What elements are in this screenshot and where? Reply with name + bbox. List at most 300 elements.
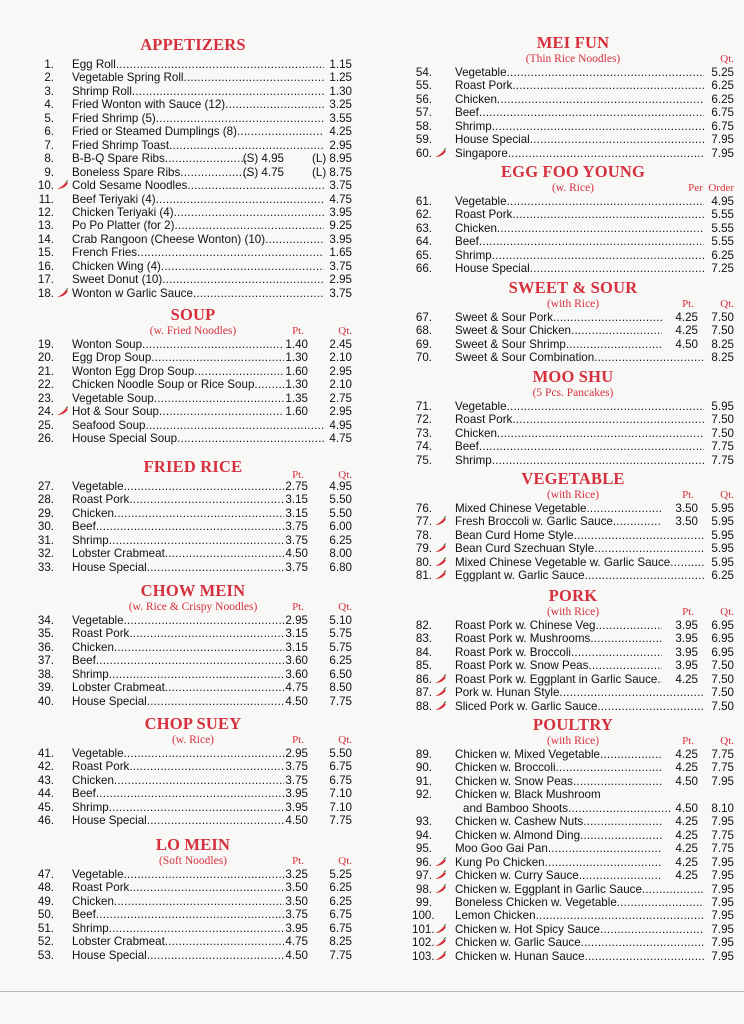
item-name: Vegetable (72, 614, 124, 627)
item-name: Chicken (72, 773, 114, 787)
section-subtitle: (with Rice) (546, 298, 600, 310)
item-number: 58. (415, 119, 432, 133)
leader-dots (156, 193, 324, 207)
leader-dots (165, 547, 284, 561)
item-name: Chicken (72, 506, 114, 520)
menu-item (412, 896, 734, 910)
item-number: 60. (415, 146, 432, 160)
item-price-quart: 6.75 (329, 908, 352, 922)
item-price-pint: (S) 4.75 (242, 165, 284, 179)
menu-item (412, 529, 734, 543)
menu-item (412, 950, 734, 964)
item-name: Kung Po Chicken (455, 855, 545, 869)
item-name: Fried or Steamed Dumplings (8) (72, 125, 237, 139)
item-price-pint: 4.75 (285, 681, 308, 695)
leader-dots (599, 619, 662, 633)
item-price-quart: 6.25 (329, 894, 352, 908)
item-price-quart: 9.25 (329, 219, 352, 233)
item-number: 31. (37, 533, 54, 547)
item-price-quart: 7.50 (711, 324, 734, 338)
item-name-row (72, 419, 324, 433)
item-price-quart: 8.00 (329, 547, 352, 561)
item-number: 36. (37, 640, 54, 654)
header-quart: Qt. (338, 734, 352, 746)
item-number: 46. (37, 814, 54, 828)
item-name-row (455, 923, 704, 937)
item-number: 86. (415, 672, 432, 686)
item-name: Chicken w. Mixed Vegetable (455, 748, 601, 761)
item-price-quart: 1.15 (329, 58, 352, 71)
item-name: Beef (72, 787, 96, 801)
item-price-quart: 6.00 (329, 520, 352, 534)
item-name: Egg Roll (72, 58, 116, 71)
item-price-pint: 4.50 (285, 547, 308, 561)
hot-pepper-icon (434, 924, 447, 934)
leader-dots (497, 93, 704, 107)
item-price-pint: 3.50 (285, 881, 308, 895)
item-name: Chicken Noodle Soup or Rice Soup (72, 378, 255, 392)
item-price-pint: 3.95 (675, 659, 698, 673)
item-name: Egg Drop Soup (72, 351, 152, 365)
menu-item (412, 659, 734, 673)
item-name: Lobster Crabmeat (72, 547, 165, 561)
item-number: 11. (38, 192, 54, 206)
item-name-row (72, 641, 284, 655)
item-name: Shrimp (455, 119, 492, 133)
item-price-quart: 4.25 (329, 125, 352, 139)
leader-dots (129, 627, 284, 641)
leader-dots (159, 405, 284, 419)
header-pint: Pt. (292, 325, 304, 337)
item-price-pint: 4.50 (675, 337, 698, 351)
item-name-row (72, 760, 284, 774)
item-name-row (72, 561, 284, 575)
item-number: 69. (415, 337, 432, 351)
item-number: 76. (415, 502, 432, 515)
item-name: Mixed Chinese Vegetable (455, 502, 587, 515)
item-number: 7. (44, 138, 54, 152)
item-price-pint: 3.75 (285, 773, 308, 787)
menu-item (34, 627, 352, 641)
menu-item (412, 686, 734, 700)
leader-dots (600, 748, 662, 762)
menu-item (412, 700, 734, 714)
item-name-row (72, 480, 284, 494)
item-name-row (455, 556, 704, 570)
menu-item (412, 619, 734, 633)
item-name-row (72, 139, 324, 153)
menu-item (34, 287, 352, 301)
item-name-row (455, 950, 704, 964)
menu-item (34, 801, 352, 815)
menu-item (34, 935, 352, 949)
item-price-pint: 4.25 (675, 748, 698, 761)
leader-dots (142, 338, 284, 352)
item-name-row (455, 106, 704, 120)
item-number: 97. (415, 869, 432, 883)
menu-item (34, 71, 352, 85)
leader-dots (479, 106, 704, 120)
item-name: Chicken w. Garlic Sauce (455, 936, 581, 950)
item-number: 88. (415, 699, 432, 713)
header-pint: Pt. (292, 469, 304, 481)
item-name-row (455, 195, 704, 209)
leader-dots (507, 195, 704, 209)
item-number: 99. (415, 895, 432, 909)
item-name-row (455, 324, 662, 338)
item-price-quart: 8.25 (329, 935, 352, 949)
menu-item (412, 775, 734, 789)
hot-pepper-icon (434, 516, 447, 526)
item-name: Cold Sesame Noodles (72, 179, 188, 193)
hot-pepper-icon (434, 937, 447, 947)
leader-dots (492, 454, 704, 468)
item-price-quart: 7.95 (711, 133, 734, 147)
item-number: 82. (415, 619, 432, 632)
leader-dots (512, 208, 704, 222)
menu-item (412, 222, 734, 236)
item-number: 91. (415, 774, 432, 788)
item-name: Shrimp Roll (72, 84, 132, 98)
leader-dots (479, 235, 704, 249)
item-name-row (72, 219, 324, 233)
item-name-row (72, 668, 284, 682)
item-price-quart: 7.75 (711, 440, 734, 454)
item-price-quart: 7.95 (711, 895, 734, 909)
item-price-quart: 8.50 (329, 681, 352, 695)
item-name-row (455, 440, 704, 454)
item-name: Vegetable (455, 66, 507, 79)
item-number: 25. (37, 418, 54, 432)
header-pint: Pt. (292, 601, 304, 613)
leader-dots (594, 542, 704, 556)
item-price-quart: 7.75 (711, 828, 734, 842)
header-quart: Qt. (720, 489, 734, 501)
leader-dots (180, 166, 248, 180)
item-price-pint: 4.75 (285, 935, 308, 949)
leader-dots (146, 419, 325, 433)
item-price-quart: 7.95 (711, 949, 734, 963)
item-name-row (455, 351, 704, 365)
menu-item (412, 427, 734, 441)
item-name-row (463, 802, 670, 816)
item-number: 54. (415, 66, 432, 79)
menu-item (412, 673, 734, 687)
item-number: 6. (44, 125, 54, 139)
leader-dots (151, 351, 284, 365)
item-name-row (455, 147, 704, 161)
item-price-pint: 3.95 (675, 645, 698, 659)
item-name: Chicken w. Eggplant in Garlic Sauce (455, 882, 642, 896)
leader-dots (114, 507, 284, 521)
item-name: Beef (72, 908, 96, 922)
section-subtitle: (5 Pcs. Pancakes) (532, 387, 614, 399)
item-name: Vegetable Spring Roll (72, 71, 184, 85)
item-name: Wonton Egg Drop Soup (72, 364, 195, 378)
item-number: 37. (37, 654, 54, 668)
item-price-pint: 1.30 (285, 351, 308, 365)
item-number: 59. (415, 133, 432, 147)
item-name: Chicken w. Snow Peas (455, 774, 573, 788)
leader-dots (96, 654, 284, 668)
section-subtitle: (w. Rice) (551, 182, 595, 194)
item-price-quart: 6.95 (711, 632, 734, 646)
item-number: 20. (37, 351, 54, 365)
item-price-pint: 4.25 (675, 869, 698, 883)
item-name-row (72, 949, 284, 963)
item-price-quart: 7.95 (711, 882, 734, 896)
leader-dots (617, 896, 704, 910)
item-number: 38. (37, 667, 54, 681)
item-number: 39. (37, 681, 54, 695)
item-name-row (72, 908, 284, 922)
menu-item (412, 79, 734, 93)
item-number: 101. (412, 922, 435, 936)
item-number: 75. (415, 453, 432, 467)
leader-dots (492, 249, 704, 263)
item-price-pint: 3.15 (285, 640, 308, 654)
item-name: Sweet Donut (10) (72, 273, 163, 287)
header-quart: Qt. (338, 601, 352, 613)
menu-item (412, 440, 734, 454)
item-price-quart: 5.50 (329, 747, 352, 760)
menu-item (34, 152, 352, 166)
item-name-row (455, 79, 704, 93)
item-number: 93. (415, 815, 432, 829)
leader-dots (237, 125, 324, 139)
menu-item (412, 106, 734, 120)
item-name-row (72, 493, 284, 507)
item-number: 68. (415, 324, 432, 338)
item-number: 94. (415, 828, 432, 842)
item-price-quart: 2.95 (329, 364, 352, 378)
menu-item (34, 166, 352, 180)
leader-dots (109, 922, 284, 936)
item-price-pint: 4.50 (285, 948, 308, 962)
section-title: POULTRY (533, 715, 613, 734)
leader-dots (124, 747, 284, 761)
item-name: Chicken w. Cashew Nuts (455, 815, 584, 829)
menu-item (412, 311, 734, 325)
item-price-quart: 3.25 (329, 98, 352, 112)
menu-item (412, 515, 734, 529)
item-price-pint: 3.75 (285, 533, 308, 547)
item-price-quart: 3.75 (329, 286, 352, 300)
leader-dots (571, 646, 662, 660)
item-number: 81. (415, 569, 432, 583)
item-name-row (455, 775, 662, 789)
item-number: 28. (37, 493, 54, 507)
menu-item (412, 883, 734, 897)
leader-dots (193, 287, 324, 301)
menu-item (412, 856, 734, 870)
section-subtitle: (w. Rice & Crispy Noodles) (128, 601, 258, 613)
item-number: 14. (37, 232, 54, 246)
item-name: Chicken Teriyaki (4) (72, 205, 174, 219)
item-name-row (455, 896, 704, 910)
item-price-quart: 4.95 (329, 418, 352, 432)
item-name-row (72, 71, 324, 85)
item-name: Roast Pork (455, 413, 513, 427)
item-name-row (455, 659, 662, 673)
leader-dots (129, 881, 284, 895)
menu-item (412, 815, 734, 829)
item-name: Shrimp (72, 921, 109, 935)
item-name-row (455, 93, 704, 107)
header-pint: Pt. (292, 855, 304, 867)
leader-dots (530, 133, 704, 147)
item-name-row (455, 133, 704, 147)
item-price-pint: 3.15 (285, 493, 308, 507)
leader-dots (147, 814, 284, 828)
item-name-row (455, 120, 704, 134)
item-name-row (455, 542, 704, 556)
leader-dots (109, 801, 284, 815)
item-name: Bean Curd Home Style (455, 528, 574, 542)
leader-dots (165, 935, 284, 949)
item-name-row (455, 338, 662, 352)
item-price-pint: 3.50 (675, 502, 698, 515)
item-number: 74. (415, 440, 432, 454)
item-name: Beef (455, 440, 479, 454)
item-price-pint: 4.25 (675, 761, 698, 775)
item-number: 32. (37, 547, 54, 561)
header-quart: Qt. (720, 735, 734, 747)
menu-item (34, 695, 352, 709)
item-price-pint: 3.95 (675, 632, 698, 646)
section-title: PORK (548, 586, 598, 605)
menu-item (412, 324, 734, 338)
item-name: Roast Pork (455, 208, 513, 222)
section-title: VEGETABLE (521, 469, 625, 488)
menu-item (34, 246, 352, 260)
item-number: 52. (37, 935, 54, 949)
leader-dots (497, 222, 704, 236)
item-number: 67. (415, 311, 432, 324)
item-name-row (455, 788, 704, 802)
item-price-quart: 7.75 (711, 748, 734, 761)
item-price-quart: 8.25 (711, 337, 734, 351)
item-price-pint: 3.75 (285, 520, 308, 534)
header-quart: Qt. (338, 855, 352, 867)
leader-dots (670, 556, 704, 570)
leader-dots (600, 923, 704, 937)
item-number: 98. (415, 882, 432, 896)
leader-dots (161, 260, 324, 274)
header-pint: Pt. (682, 489, 694, 501)
item-number: 30. (37, 520, 54, 534)
leader-dots (590, 632, 662, 646)
menu-item (34, 58, 352, 72)
item-number: 55. (415, 79, 432, 93)
item-number: 61. (415, 195, 432, 208)
item-name-row (72, 654, 284, 668)
item-number: 73. (415, 426, 432, 440)
menu-item (412, 413, 734, 427)
leader-dots (96, 520, 284, 534)
menu-item (412, 646, 734, 660)
hot-pepper-icon (434, 570, 447, 580)
item-price-pint: 3.95 (285, 787, 308, 801)
item-name-row (455, 856, 662, 870)
menu-item (412, 761, 734, 775)
hot-pepper-icon (434, 687, 447, 697)
item-price-pint: 3.50 (285, 894, 308, 908)
item-price-quart: 7.50 (711, 311, 734, 324)
leader-dots (114, 895, 284, 909)
item-price-quart: 3.75 (329, 179, 352, 193)
item-name: Beef (72, 520, 96, 534)
item-number: 102. (412, 936, 435, 950)
item-name: French Fries (72, 246, 138, 260)
item-price-quart: 7.95 (711, 922, 734, 936)
item-price-quart: 4.75 (329, 432, 352, 446)
item-price-pint: 4.25 (675, 855, 698, 869)
menu-item (34, 949, 352, 963)
leader-dots (559, 686, 704, 700)
item-price-pint: 4.25 (675, 324, 698, 338)
menu-item (34, 480, 352, 494)
menu-item (34, 139, 352, 153)
item-price-quart: 3.55 (329, 111, 352, 125)
item-name-row (72, 152, 248, 166)
item-price-pint: 2.95 (285, 747, 308, 760)
item-name-row (72, 287, 324, 301)
item-name: Roast Pork w. Broccoli (455, 645, 571, 659)
item-name-row (455, 686, 704, 700)
item-number: 27. (37, 480, 54, 493)
item-price-quart: 2.75 (329, 391, 352, 405)
item-number: 9. (44, 165, 54, 179)
item-price-quart: 6.25 (711, 248, 734, 262)
item-name-row (72, 98, 324, 112)
leader-dots (642, 883, 704, 897)
item-number: 62. (415, 208, 432, 222)
item-price-quart: 2.95 (329, 405, 352, 419)
menu-item (34, 365, 352, 379)
item-name: House Special (72, 814, 147, 828)
item-name-row (455, 529, 704, 543)
hot-pepper-icon (434, 543, 447, 553)
leader-dots (225, 98, 324, 112)
item-name-row (455, 400, 704, 414)
menu-item (34, 641, 352, 655)
item-price-quart: 6.75 (329, 760, 352, 774)
item-price-quart: 7.50 (711, 413, 734, 427)
item-name-row (72, 801, 284, 815)
leader-dots (583, 815, 662, 829)
item-number: 71. (415, 400, 432, 413)
item-price-pint: (S) 4.95 (242, 152, 284, 166)
menu-item (412, 788, 734, 802)
item-price-quart: 7.75 (711, 453, 734, 467)
item-name: Sweet & Sour Pork (455, 311, 553, 324)
leader-dots (530, 262, 704, 276)
item-price-quart: 7.75 (329, 948, 352, 962)
item-name: Fried Shrimp Toast (72, 138, 170, 152)
item-price-quart: 6.25 (329, 881, 352, 895)
item-name-row (455, 235, 704, 249)
item-name-row (72, 627, 284, 641)
item-price-quart: 8.25 (711, 351, 734, 365)
menu-item (34, 125, 352, 139)
item-number: 79. (415, 542, 432, 556)
item-name: Beef (455, 235, 479, 249)
item-price-pint: 2.75 (285, 480, 308, 493)
menu-item (34, 179, 352, 193)
leader-dots (508, 147, 704, 161)
menu-item (34, 112, 352, 126)
